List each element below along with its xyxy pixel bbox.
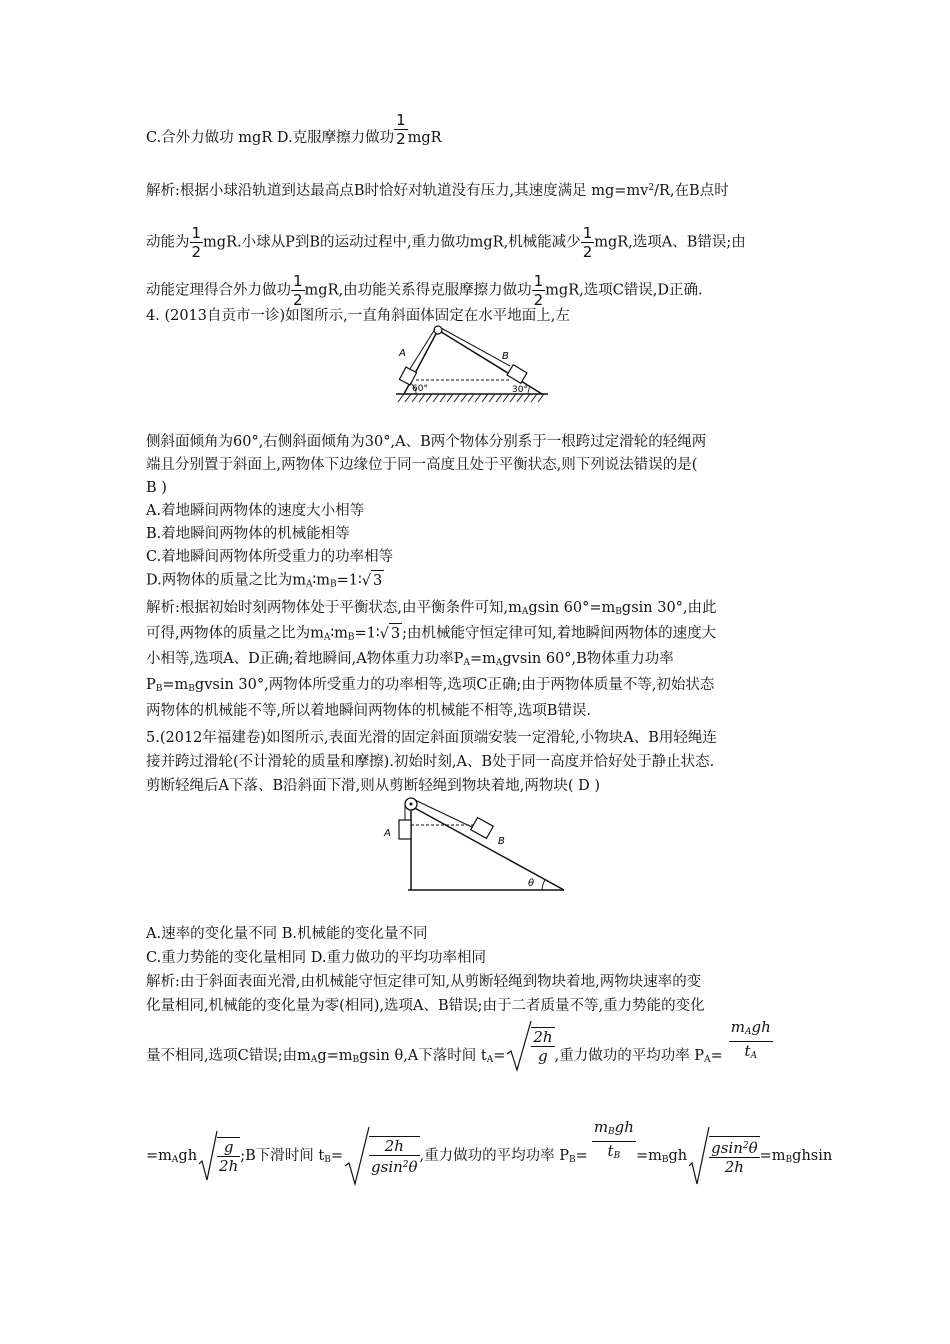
q5-stem-2: 接并跨过滑轮(不计滑轮的质量和摩擦).初始时刻,A、B处于同一高度并恰好处于静止状态. (146, 754, 715, 770)
q3-analysis-line-3: 动能定理得合外力做功 $\frac{1}{2}$ mgR,由功能关系得克服摩擦力做功 $\frac{1}{2}$ mgR,选项C错误,D正确. (146, 272, 703, 309)
q4-option-d: D.两物体的质量之比为$m_A∶m_B=1∶√$ 3 (146, 570, 384, 595)
q5-analysis-line-1: 解析:由于斜面表面光滑,由机械能守恒定律可知,从剪断轻绳到物块着地,两物块速率的变 (146, 974, 702, 990)
q5-analysis-line-2: 化量相同,机械能的变化量为零(相同),选项A、B错误;由于二者质量不等,重力势能的变化 (146, 998, 705, 1014)
q4-analysis-line-5: 两物体的机械能不等,所以着地瞬间两物体的机械能不相等,选项B错误. (146, 703, 591, 719)
label-b: B (502, 351, 509, 362)
label-a: A (399, 348, 406, 359)
fraction-half: $\frac{1}{2}$ (396, 110, 406, 148)
q3-analysis-line-2: 动能为 $\frac{1}{2}$ mgR.小球从P到B的运动过程中,重力做功mgR,机械能减少 $\frac{1}{2}$ mgR,选项A、B错误;由 (146, 224, 746, 261)
angle-arc (542, 880, 545, 890)
q3-analysis-line-1: 解析:根据小球沿轨道到达最高点B时恰好对轨道没有压力,其速度满足 $mg=mv^2/R$,在B点时 (146, 183, 729, 199)
q4-stem-2: 侧斜面倾角为60°,右侧斜面倾角为30°,A、B两个物体分别系于一根跨过定滑轮的轻绳两 (146, 434, 707, 450)
label-b: B (498, 836, 505, 847)
q4-answer: B ) (146, 480, 167, 496)
angle-arc-right (528, 387, 530, 394)
q4-analysis-line-4: $P_B=m_Bgvsin$ 30°,两物体所受重力的功率相等,选项C正确;由于两物体质量不等,初始状态 (146, 677, 715, 694)
angle-theta: θ (528, 878, 535, 889)
fraction-half: $\frac{1}{2}$ (582, 224, 593, 261)
q4-stem-1: 4. (2013自贡市一诊)如图所示,一直角斜面体固定在水平地面上,左 (146, 308, 570, 324)
q5-stem-3: 剪断轻绳后A下落、B沿斜面下滑,则从剪断轻绳到物块着地,两物块( D ) (146, 778, 601, 794)
fraction-ma-g-h-over-ta: $\frac{m_Agh}{t_A}$ (730, 1017, 771, 1061)
sqrt-g-over-2h: $\frac{g}{2h}$ (197, 1130, 240, 1182)
radical-sign (505, 1020, 533, 1072)
q4-analysis-line-2: 可得,两物体的质量之比为$m_A∶m_B=1∶√$ 3 ;由机械能守恒定律可知,着地瞬间两物体的速度大 (146, 623, 716, 648)
q5-analysis-line-4: $=m_Agh$ $\frac{g}{2h}$ ;B下滑时间 $t_B=$ $\frac{2h}{gsin^2\theta}$ ,重力做功的平均功率 $P_B=$ $\frac{m_Bgh}{t_B}$ $=m_Bgh$ $\frac{gsin^2\theta}{2h}$ $=m_Bghsin$ (146, 1126, 832, 1186)
rope-right (441, 328, 510, 366)
q3-options-line: C.合外力做功 mgR D.克服摩擦力做功 $\frac{1}{2}$ mgR (146, 110, 442, 148)
angle-left: 60° (412, 384, 428, 394)
fraction-half: $\frac{1}{2}$ (293, 272, 303, 309)
block-a (399, 820, 411, 839)
q5-stem-1: 5.(2012年福建卷)如图所示,表面光滑的固定斜面顶端安装一定滑轮,小物块A、B用轻绳连 (146, 730, 717, 746)
q5-analysis-line-3: 量不相同,选项C错误;由$m_Ag=m_Bgsin$ θ,A下落时间 $t_A=$ $\frac{2h}{g}$ ,重力做功的平均功率 $P_A=$ $\frac{m_Agh}{t_A}$ (146, 1040, 773, 1072)
rope-left (408, 329, 435, 372)
sqrt-3: √ 3 (380, 623, 402, 644)
label-a: A (384, 828, 391, 839)
q4-analysis-line-3: 小相等,选项A、D正确;着地瞬间,A物体重力功率$P_A=m_Agvsin$ 60°,B物体重力功率 (146, 651, 674, 668)
radical-sign (687, 1126, 711, 1186)
q5-incline-figure (378, 796, 568, 898)
fraction-half: $\frac{1}{2}$ (533, 272, 544, 309)
fraction-mb-g-h-over-tb: $\frac{m_Bgh}{t_B}$ (593, 1117, 634, 1161)
q4-option-a: A.着地瞬间两物体的速度大小相等 (146, 503, 365, 519)
q3-options-cd: C.合外力做功 mgR D.克服摩擦力做功 (146, 130, 395, 146)
fraction-half: $\frac{1}{2}$ (191, 224, 202, 261)
radical-sign (343, 1126, 371, 1186)
radical-sign (197, 1130, 219, 1182)
pulley-axle (410, 803, 413, 806)
ground-hatch (398, 394, 544, 402)
pulley (434, 326, 442, 334)
q4-option-c: C.着地瞬间两物体所受重力的功率相等 (146, 549, 394, 565)
q4-option-b: B.着地瞬间两物体的机械能相等 (146, 526, 350, 542)
sqrt-2h-over-g: $\frac{2h}{g}$ (505, 1020, 554, 1072)
sqrt-gsin2-over-2h: $\frac{gsin^2\theta}{2h}$ (687, 1126, 760, 1186)
q4-stem-3: 端且分别置于斜面上,两物体下边缘位于同一高度且处于平衡状态,则下列说法错误的是( (146, 457, 698, 473)
angle-right: 30° (512, 385, 528, 395)
q5-options-ab: A.速率的变化量不同 B.机械能的变化量不同 (146, 926, 428, 942)
q4-analysis-line-1: 解析:根据初始时刻两物体处于平衡状态,由平衡条件可知$,m_Agsin$ $60^\circ=m_Bgsin$ 30°,由此 (146, 600, 717, 617)
q5-options-cd: C.重力势能的变化量相同 D.重力做功的平均功率相同 (146, 950, 487, 966)
block-b (507, 365, 527, 384)
block-b (471, 818, 494, 839)
incline-slope (411, 806, 564, 890)
sqrt-2h-over-gsin2: $\frac{2h}{gsin^2\theta}$ (343, 1126, 420, 1186)
sqrt-3: √ 3 (362, 570, 384, 591)
q4-incline-figure (392, 322, 552, 404)
block-a (399, 367, 416, 385)
